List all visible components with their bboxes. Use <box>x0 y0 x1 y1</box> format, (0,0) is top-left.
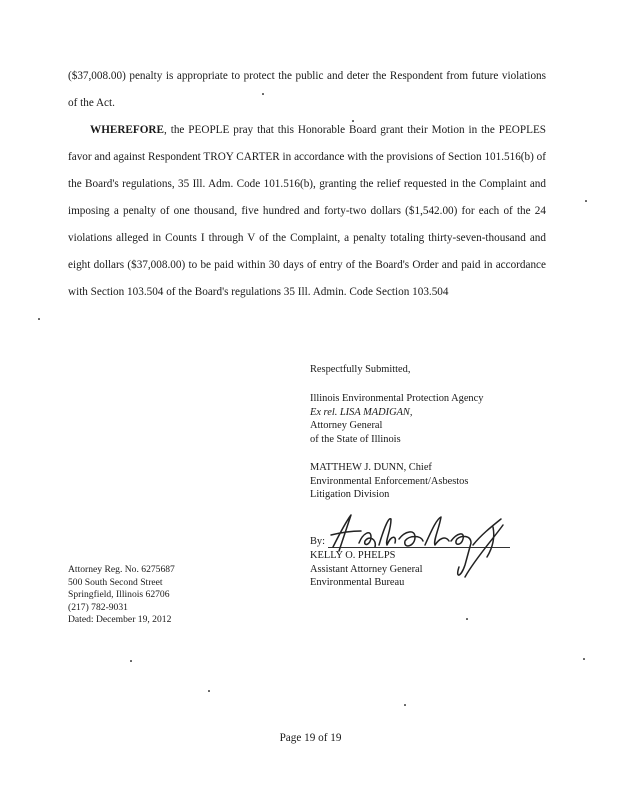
scan-speck <box>38 318 40 320</box>
scan-speck <box>352 120 354 122</box>
chief-line: Environmental Enforcement/Asbestos <box>310 475 469 487</box>
contact-line: Springfield, Illinois 62706 <box>68 589 170 601</box>
contact-line: 500 South Second Street <box>68 576 163 588</box>
scan-speck <box>130 660 132 662</box>
paragraph-text: , the PEOPLE pray that this Honorable Board grant their Motion in the PEOPLES favor and against Respondent TROY CARTER in accordance with the provisions of Section 101.516(b) of the Board's regulations, 35 Ill. Adm. Code 101.516(b), granting the relief requested in the Complaint and imposing a penalty of one thousand, five hundred and forty-two dollars ($1,542.00) for each of the 24 violations alleged in Counts I through V of the Complaint, a penalty totaling thirty-seven-thousand and eight dollars ($37,008.00) to be paid within 30 days of entry of the Board's Order and paid in accordance with Section 103.504 of the Board's regulations 35 Ill. Admin. Code Section 103.504 <box>68 124 546 298</box>
scan-speck <box>404 704 406 706</box>
scan-speck <box>585 200 587 202</box>
chief-line: Litigation Division <box>310 489 390 501</box>
agency-line: of the State of Illinois <box>310 433 401 445</box>
agency-line: Attorney General <box>310 420 383 432</box>
chief-line: MATTHEW J. DUNN, Chief <box>310 462 432 473</box>
signer-line: Assistant Attorney General <box>310 563 423 575</box>
agency-line: Illinois Environmental Protection Agency <box>310 393 484 404</box>
page-number: Page 19 of 19 <box>279 732 342 744</box>
wherefore-lead: WHEREFORE <box>90 124 164 136</box>
signer-line: KELLY O. PHELPS <box>310 550 396 561</box>
paragraph-wherefore <box>68 117 546 306</box>
scan-speck <box>583 658 585 660</box>
scan-speck <box>208 690 210 692</box>
paragraph-text: ($37,008.00) penalty is appropriate to protect the public and deter the Respondent from future violations of the Act. <box>68 70 546 109</box>
by-label: By: <box>310 536 326 547</box>
scan-speck <box>466 618 468 620</box>
contact-line: Attorney Reg. No. 6275687 <box>68 564 175 575</box>
respectfully-submitted: Respectfully Submitted, <box>310 364 411 375</box>
attorney-contact-block <box>68 564 175 627</box>
contact-line: (217) 782-9031 <box>68 601 128 613</box>
scan-speck <box>262 93 264 95</box>
chief-block <box>310 461 570 502</box>
contact-line: Dated: December 19, 2012 <box>68 614 172 626</box>
paragraph-penalty-conclusion <box>68 63 546 117</box>
signer-line: Environmental Bureau <box>310 577 405 589</box>
agency-line: Ex rel. LISA MADIGAN, <box>310 406 413 418</box>
agency-block <box>310 392 570 446</box>
handwritten-signature <box>325 505 520 585</box>
closing-line <box>310 363 570 377</box>
